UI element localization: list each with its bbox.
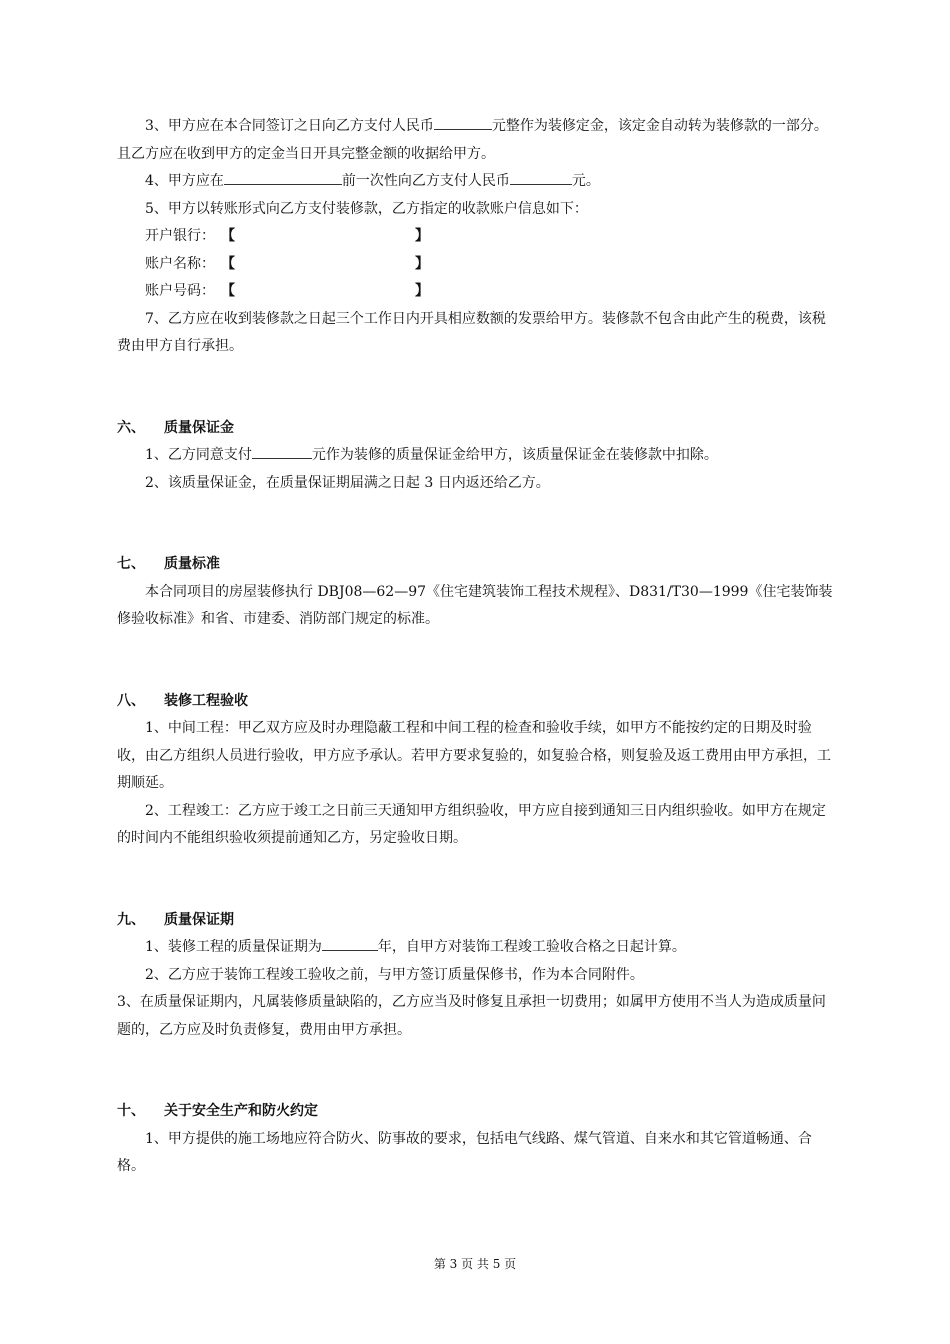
bank-name-line: 开户银行： 【 】 [145, 228, 429, 244]
section-6-heading: 六、 质量保证金 [117, 419, 234, 436]
clause-5-4: 4、甲方应在 前一次性向乙方支付人民币 元。 [117, 168, 837, 196]
clause-9-1: 1、装修工程的质量保证期为 年，自甲方对装饰工程竣工验收合格之日起计算。 [117, 934, 837, 962]
warranty-years-blank [322, 936, 378, 951]
section-9-heading: 九、 质量保证期 [117, 911, 234, 928]
section-7-heading: 七、 质量标准 [117, 556, 220, 572]
deposit-amount-blank [434, 115, 492, 130]
clause-5-3: 3、甲方应在本合同签订之日向乙方支付人民币 元整作为装修定金，该定金自动转为装修款的一部分。且乙方应在收到甲方的定金当日开具完整金额的收据给甲方。 [117, 113, 837, 168]
clause-9-2: 2、乙方应于装饰工程竣工验收之前，与甲方签订质量保修书，作为本合同附件。 [145, 966, 644, 983]
page-footer: 第 3 页 共 5 页 [433, 1257, 517, 1271]
section-8-heading: 八、 装修工程验收 [117, 692, 248, 709]
clause-7-1: 本合同项目的房屋装修执行 DBJ08—62—97《住宅建筑装饰工程技术规程》、D831/T30—1999《住宅装饰装修验收标准》和省、市建委、消防部门规定的标准。 [117, 583, 833, 627]
clause-5-7: 7、乙方应在收到装修款之日起三个工作日内开具相应数额的发票给甲方。装修款不包含由此产生的税费，该税费由甲方自行承担。 [117, 310, 826, 354]
clause-8-1: 1、中间工程：甲乙双方应及时办理隐蔽工程和中间工程的检查和验收手续，如甲方不能按约定的日期及时验收，由乙方组织人员进行验收，甲方应予承认。若甲方要求复验的，如复验合格，则复验及返工费用由甲方承担，工期顺延。 [117, 720, 831, 791]
payment-date-blank [224, 170, 342, 185]
section-10-heading: 十、 关于安全生产和防火约定 [117, 1103, 318, 1119]
clause-10-1: 1、甲方提供的施工场地应符合防火、防事故的要求，包括电气线路、煤气管道、自来水和其它管道畅通、合格。 [117, 1130, 812, 1174]
guarantee-amount-blank [252, 444, 312, 459]
clause-6-1: 1、乙方同意支付 元作为装修的质量保证金给甲方，该质量保证金在装修款中扣除。 [117, 442, 837, 470]
clause-5-5: 5、甲方以转账形式向乙方支付装修款，乙方指定的收款账户信息如下： [145, 200, 588, 217]
payment-amount-blank [510, 170, 572, 185]
account-number-line: 账户号码： 【 】 [145, 283, 429, 299]
clause-6-2: 2、该质量保证金，在质量保证期届满之日起 3 日内返还给乙方。 [145, 474, 550, 491]
document-body [117, 113, 837, 1181]
account-name-line: 账户名称： 【 】 [145, 255, 429, 272]
clause-9-3: 3、在质量保证期内，凡属装修质量缺陷的，乙方应当及时修复且承担一切费用；如属甲方使用不当人为造成质量问题的，乙方应及时负责修复，费用由甲方承担。 [117, 994, 826, 1038]
clause-8-2: 2、工程竣工：乙方应于竣工之日前三天通知甲方组织验收，甲方应自接到通知三日内组织验收。如甲方在规定的时间内不能组织验收须提前通知乙方，另定验收日期。 [117, 802, 826, 846]
